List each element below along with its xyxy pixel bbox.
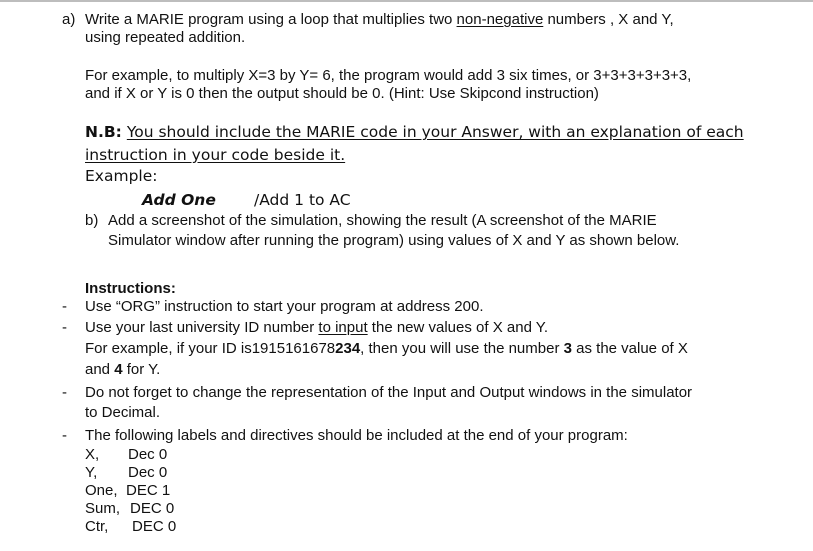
directive-value: DEC 0	[130, 500, 175, 517]
note-line-1: N.B: You should include the MARIE code in your Answer, with an explanation of each	[85, 123, 744, 141]
example-line-1: For example, to multiply X=3 by Y= 6, the program would add 3 six times, or 3+3+3+3+3+3,	[85, 67, 692, 84]
instruction-item-2-example: For example, if your ID is1915161678234, then you will use the number 3 as the value of X	[85, 340, 688, 357]
instruction-item-3-line-1: Do not forget to change the representation of the Input and Output windows in the simulator	[85, 384, 693, 401]
bullet-dash: -	[62, 427, 67, 444]
bullet-dash: -	[62, 384, 67, 401]
part-a-marker: a)	[62, 11, 76, 28]
directive-label: Sum,	[85, 500, 121, 517]
part-b-line-2: Simulator window after running the program) using values of X and Y as shown below.	[108, 232, 680, 249]
directive-label: Y,	[85, 464, 98, 481]
directive-value: DEC 1	[126, 482, 171, 499]
instruction-item-3-line-2: to Decimal.	[85, 404, 161, 421]
instructions-heading: Instructions:	[85, 280, 176, 297]
directive-label: Ctr,	[85, 518, 109, 535]
directive-label: X,	[85, 446, 100, 463]
example-label: Example:	[85, 167, 158, 185]
example-instruction: Add One	[142, 191, 216, 209]
directive-value: DEC 0	[132, 518, 177, 535]
part-b-marker: b)	[85, 212, 99, 229]
to-input-underlined: to input	[318, 319, 368, 336]
top-divider	[0, 0, 813, 2]
instruction-item-4: The following labels and directives should be included at the end of your program:	[85, 427, 628, 444]
note-label: N.B:	[85, 123, 122, 141]
bullet-dash: -	[62, 319, 67, 336]
part-b-line-1: Add a screenshot of the simulation, showing the result (A screenshot of the MARIE	[108, 212, 657, 229]
example-comment: /Add 1 to AC	[254, 191, 351, 209]
bullet-dash: -	[62, 298, 67, 315]
example-line-2: and if X or Y is 0 then the output should be 0. (Hint: Use Skipcond instruction)	[85, 85, 599, 102]
instruction-item-1: Use “ORG” instruction to start your program at address 200.	[85, 298, 484, 315]
directive-value: Dec 0	[128, 446, 168, 463]
instruction-item-2: Use your last university ID number to input the new values of X and Y.	[85, 319, 549, 336]
directive-value: Dec 0	[128, 464, 168, 481]
directive-label: One,	[85, 482, 118, 499]
part-a-line-1: Write a MARIE program using a loop that multiplies two non-negative numbers , X and Y,	[85, 11, 674, 28]
instruction-item-2-example-line-2: and 4 for Y.	[85, 361, 161, 378]
part-a-line-2: using repeated addition.	[85, 29, 246, 46]
non-negative-underlined: non-negative	[456, 11, 544, 28]
note-line-2: instruction in your code beside it.	[85, 146, 346, 164]
